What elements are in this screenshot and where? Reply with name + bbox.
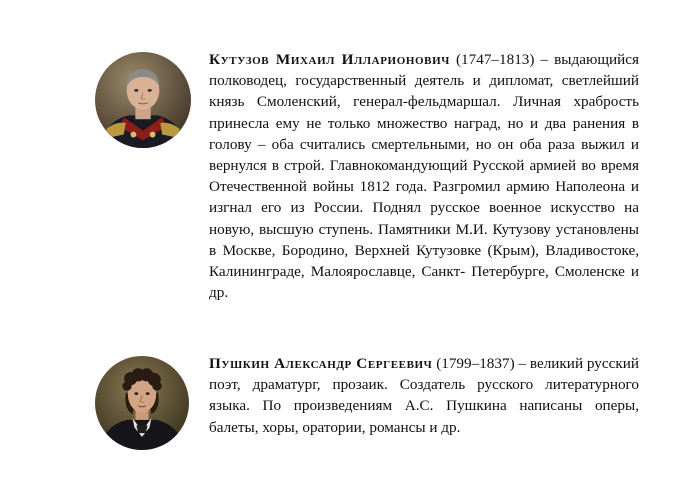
kutuzov-biography-text [209,49,639,303]
biography-body: – великий русский поэт, драматург, прозаик. Создатель русского литературного языка. По произведениям А.С. Пушкина написаны оперы, балеты, хоры, оратории, романсы и др. [209,355,639,436]
kutuzov-portrait-icon [95,52,191,148]
pushkin-biography-text [209,353,639,438]
person-name: Кутузов Михаил Илларионович [209,51,450,68]
pushkin-portrait-icon [95,356,189,450]
person-name: Пушкин Александр Сергеевич [209,355,433,372]
life-dates: (1747–1813) [455,51,535,68]
biography-body: – выдающийся полководец, государственный деятель и дипломат, светлейший князь Смоленский, генерал-фельдмаршал. Личная храбрость принесла ему не только множество наград, но и два ранения в голову – оба считались смертельными, но он оба раза выжил и вернулся в строй. Главнокомандующий Русской армией во время Отечественной войны 1812 года. Разгромил армию Наполеона и изгнал его из России. Поднял русское военное искусство на новую, высшую ступень. Памятники М.И. Кутузову установлены в Москве, Бородино, Верхней Кутузовке (Крым), Владивостоке, Калининграде, Малоярославце, Санкт- Петербурге, Смоленске и др. [209,51,640,302]
life-dates: (1799–1837) [436,355,515,372]
